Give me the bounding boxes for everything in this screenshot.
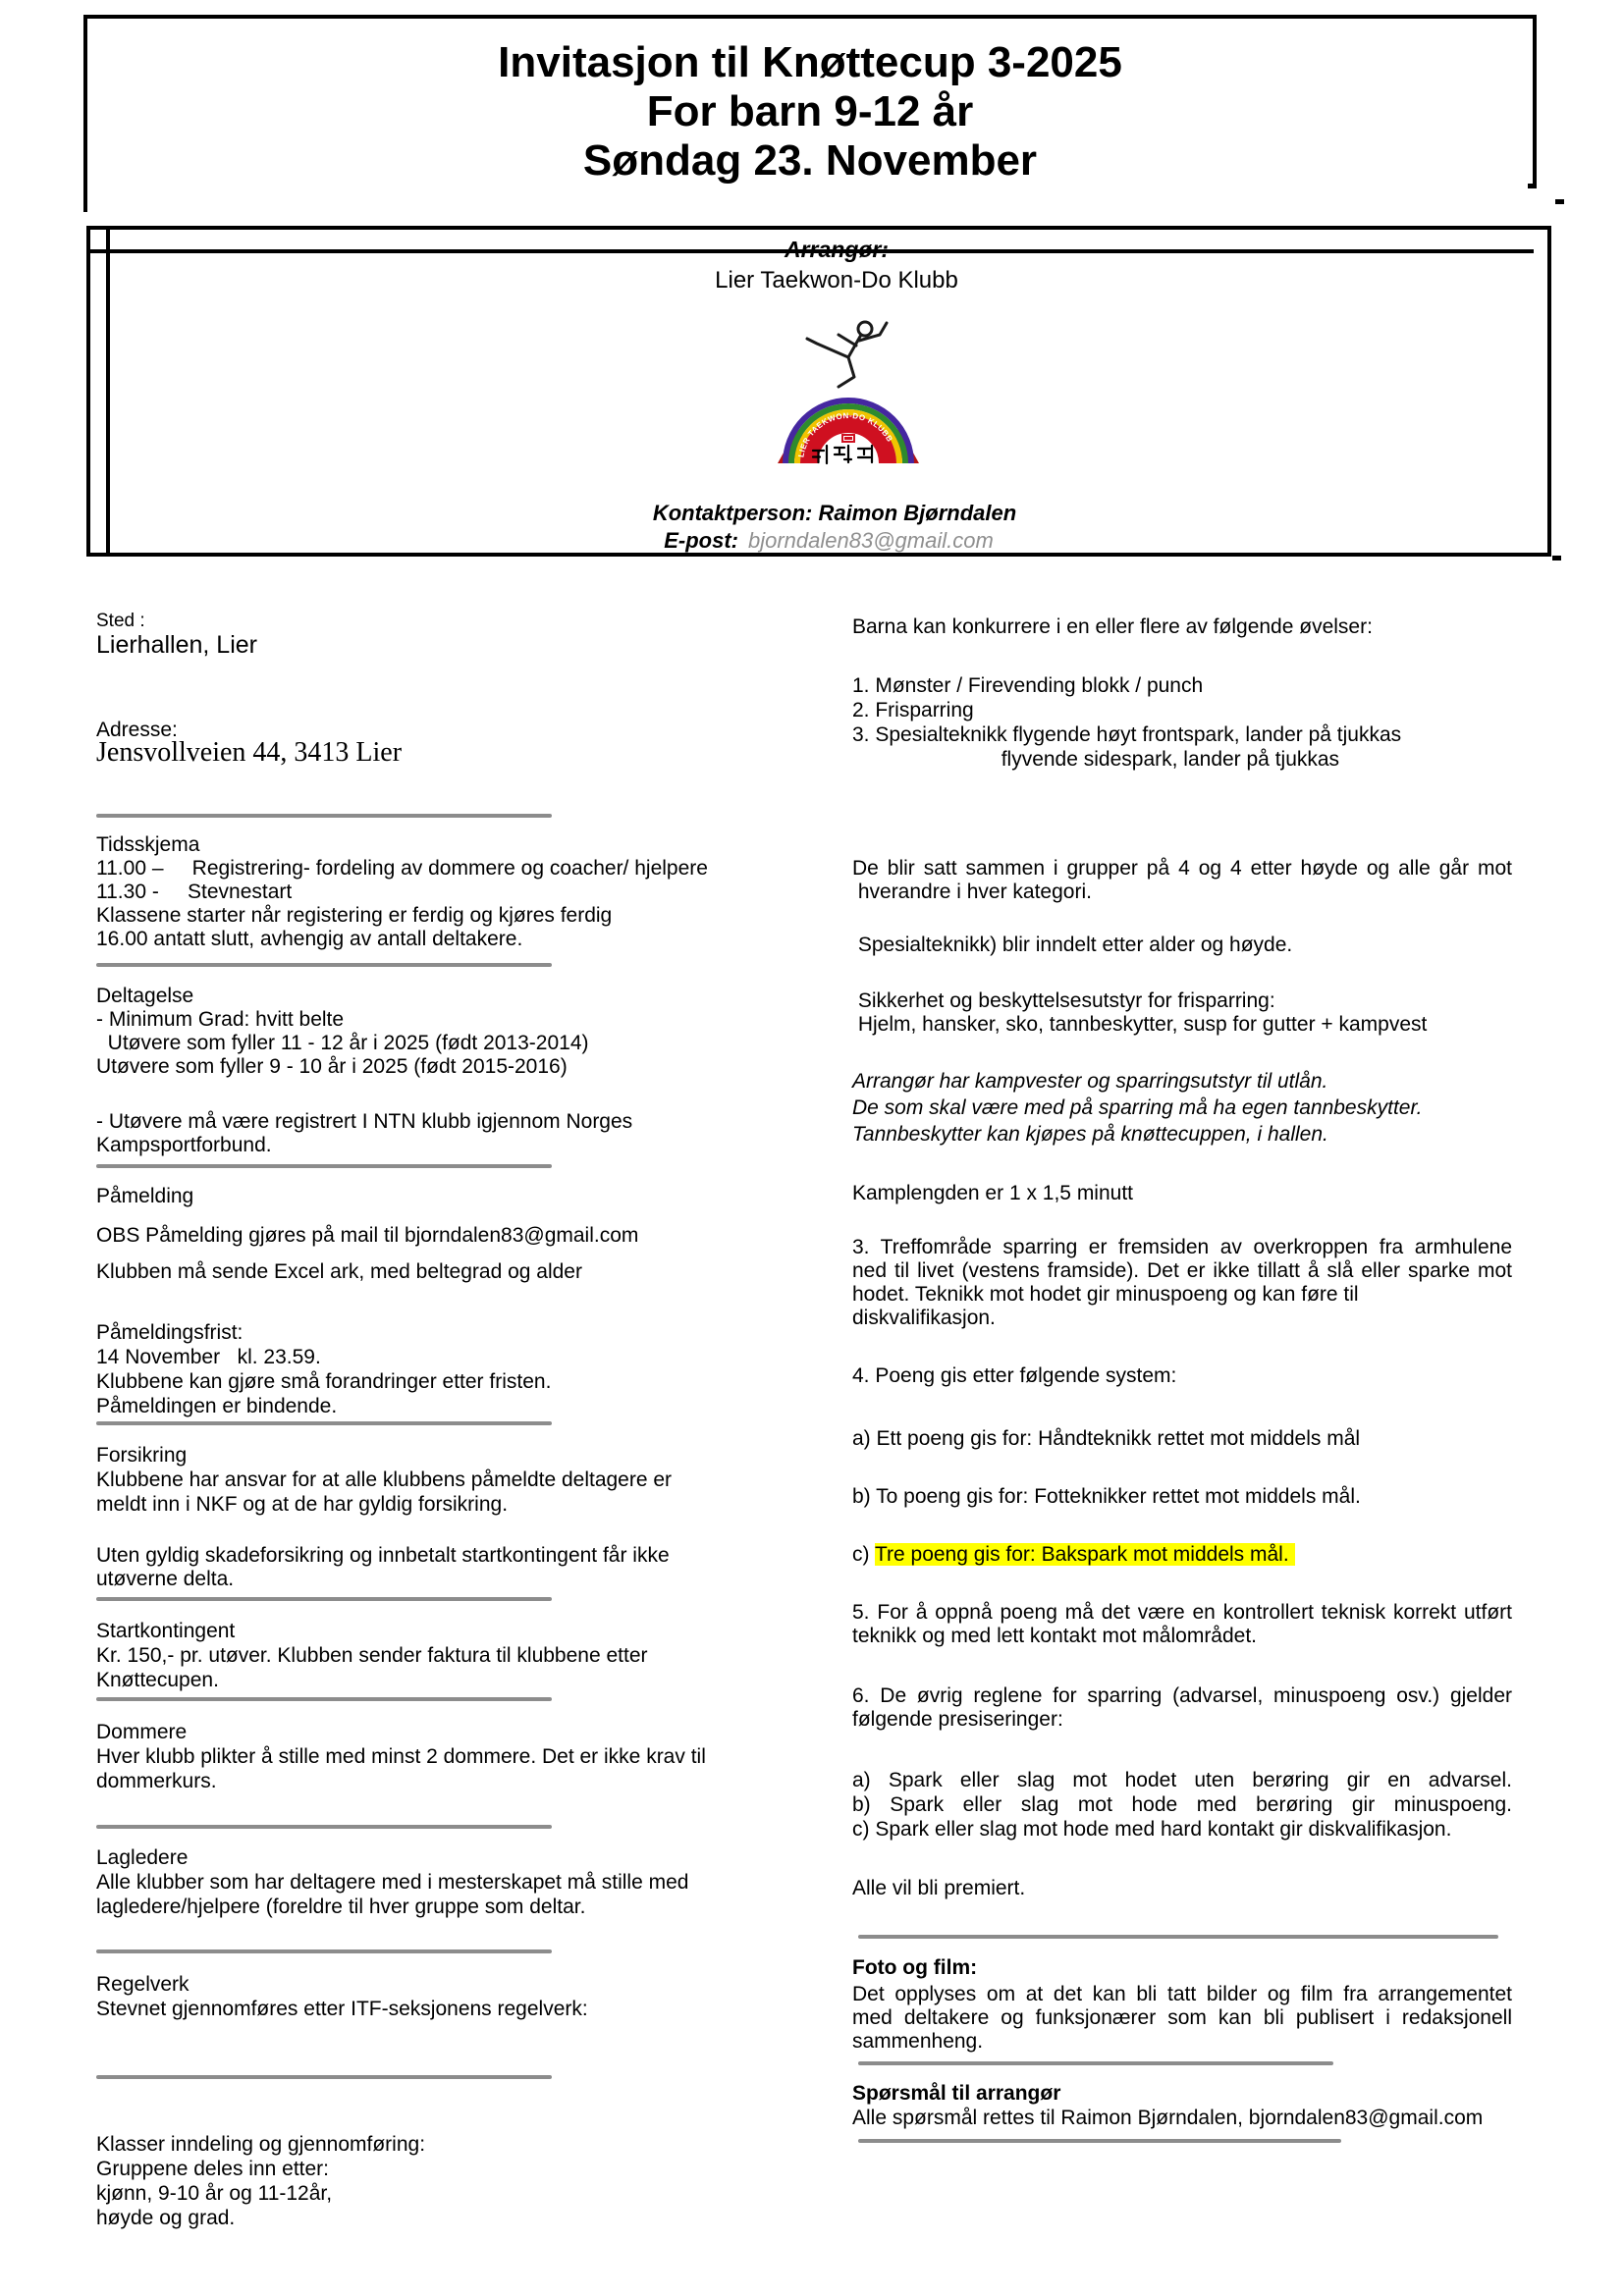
paragraph [852,857,1512,904]
paragraph [852,1876,1512,1900]
text-line: ned til livet (vestens framside). Det er ikke tillatt å slå eller sparke mot [852,1259,1512,1282]
paragraph [852,2081,1512,2106]
text-line: utøverne delta. [96,1568,235,1590]
text-line: teknikk og med lett kontakt mot målområdet. [852,1625,1258,1647]
text-line: - Minimum Grad: hvitt belte [96,1008,345,1031]
text-line [852,1542,1512,1567]
text-line: 11.30 - Stevnestart [96,881,293,903]
text-line: Spesialteknikk) blir inndelt etter alder og høyde. [852,934,1293,956]
document-title-line1: Invitasjon til Knøttecup 3-2025 [498,38,1122,86]
text-prefix: c) [852,1543,875,1566]
text-line: Klubbene har ansvar for at alle klubbens påmeldte deltagere er [96,1468,673,1491]
text-line: Lierhallen, Lier [96,631,257,659]
text-line: Startkontingent [96,1620,236,1642]
border-artifact [90,249,1534,253]
section-divider [858,2061,1333,2065]
text-line: med deltakere og funksjonærer som kan bli publisert i redaksjonell [852,2006,1512,2029]
document-title-line2: For barn 9-12 år [646,87,974,135]
text-line: 5. For å oppnå poeng må det være en kontrollert teknisk korrekt utført [852,1601,1512,1624]
text-line: sammenheng. [852,2030,984,2053]
text-line: Lagledere [96,1846,189,1869]
text-line: Knøttecupen. [96,1669,219,1691]
paragraph [852,673,1512,772]
text-line: kjønn, 9-10 år og 11-12år, [96,2182,333,2205]
organizer-club-name: Lier Taekwon-Do Klubb [715,267,958,294]
text-line: hodet. Teknikk mot hodet gir minuspoeng og kan føre til [852,1283,1359,1306]
section-divider [858,2139,1341,2143]
paragraph [852,989,1512,1037]
text-line: Kr. 150,- pr. utøver. Klubben sender faktura til klubbene etter [96,1644,648,1667]
text-line: Jensvollveien 44, 3413 Lier [96,737,403,768]
text-line: flyvende sidespark, lander på tjukkas [852,748,1340,771]
text-line: Påmelding [96,1185,194,1207]
text-line: Forsikring [96,1444,188,1467]
paragraph [852,1983,1512,2054]
text-line: Adresse: [96,719,178,741]
text-line: Arrangør har kampvester og sparringsutstyr til utlån. [852,1070,1328,1093]
text-line: Utøvere som fyller 9 - 10 år i 2025 (født 2015-2016) [96,1055,568,1078]
text-line: Stevnet gjennomføres etter ITF-seksjonens regelverk: [96,1998,588,2020]
text-line: Påmeldingen er bindende. [96,1395,338,1417]
text-line: Deltagelse [96,985,194,1007]
text-line: Alle klubber som har deltagere med i mesterskapet må stille med [96,1871,689,1894]
text-line: - Utøvere må være registrert I NTN klubb igjennom Norges [96,1110,633,1133]
text-line: OBS Påmelding gjøres på mail til bjorndalen83@gmail.com [96,1224,639,1247]
text-line: 3. Spesialteknikk flygende høyt frontspark, lander på tjukkas [852,723,1402,746]
text-line: c) Spark eller slag mot hode med hard kontakt gir diskvalifikasjon. [852,1818,1452,1841]
text-line: Påmeldingsfrist: [96,1321,244,1344]
text-line: følgende presiseringer: [852,1708,1063,1731]
text-line: diskvalifikasjon. [852,1307,996,1329]
text-line: 2. Frisparring [852,699,974,721]
contact-person: Kontaktperson: Raimon Bjørndalen [652,501,1017,525]
text-line: Gruppene deles inn etter: [96,2158,329,2180]
paragraph [852,1684,1512,1732]
paragraph [852,1484,1512,1509]
text-line: Kamplengden er 1 x 1,5 minutt [852,1182,1134,1204]
text-line: Barna kan konkurrere i en eller flere av følgende øvelser: [852,615,1373,638]
paragraph [852,1955,1512,1980]
text-line: Hver klubb plikter å stille med minst 2 dommere. Det er ikke krav til [96,1745,706,1768]
text-line: høyde og grad. [96,2207,236,2229]
highlighted-text: Tre poeng gis for: Bakspark mot middels mål. [874,1543,1295,1566]
text-line: Sted : [96,611,145,631]
text-line: Spørsmål til arrangør [852,2082,1061,2105]
paragraph [852,1363,1512,1388]
text-line: Sikkerhet og beskyttelsesutstyr for frisparring: [852,989,1275,1012]
paragraph [852,1768,1512,1842]
text-line: Klubben må sende Excel ark, med beltegrad og alder [96,1260,582,1283]
text-line: hverandre i hver kategori. [852,881,1092,903]
text-line: meldt inn i NKF og at de har gyldig forsikring. [96,1493,509,1516]
email-label: E-post: [664,528,738,553]
text-line: b) Spark eller slag mot hode med berøring gir minuspoeng. [852,1793,1512,1816]
email-address: bjorndalen83@gmail.com [747,528,994,553]
document-title-line3: Søndag 23. November [582,136,1038,185]
text-line: dommerkurs. [96,1770,217,1792]
text-line: Tannbeskytter kan kjøpes på knøttecuppen, i hallen. [852,1123,1328,1146]
text-line: Regelverk [96,1973,189,1996]
text-line: Alle spørsmål rettes til Raimon Bjørndalen, bjorndalen83@gmail.com [852,2107,1484,2129]
text-line: Klasser inndeling og gjennomføring: [96,2133,426,2156]
text-line: 4. Poeng gis etter følgende system: [852,1364,1177,1387]
paragraph [852,1068,1512,1148]
text-line: 16.00 antatt slutt, avhengig av antall deltakere. [96,928,523,950]
text-line: Utøvere som fyller 11 - 12 år i 2025 (født 2013-2014) [96,1032,589,1054]
paragraph [852,1542,1512,1567]
paragraph [852,1426,1512,1451]
text-line: Tidsskjema [96,833,200,856]
text-line: De blir satt sammen i grupper på 4 og 4 etter høyde og alle går mot [852,857,1512,880]
text-line: Det opplyses om at det kan bli tatt bilder og film fra arrangementet [852,1983,1512,2005]
text-line: Alle vil bli premiert. [852,1877,1026,1899]
paragraph [852,933,1512,957]
paragraph [852,2106,1512,2130]
text-line: 1. Mønster / Firevending blokk / punch [852,674,1204,697]
text-line: De som skal være med på sparring må ha egen tannbeskytter. [852,1096,1423,1119]
logo-banner-text: LIER TAEKWON-DO KLUBB [796,410,895,458]
text-line: Klubbene kan gjøre små forandringer etter fristen. [96,1370,552,1393]
text-line: Foto og film: [852,1956,978,1979]
text-line: 11.00 – Registrering- fordeling av dommere og coacher/ hjelpere [96,857,708,880]
text-line: 3. Treffområde sparring er fremsiden av overkroppen fra armhulene [852,1236,1512,1258]
text-line: Uten gyldig skadeforsikring og innbetalt startkontingent får ikke [96,1544,670,1567]
paragraph [852,1181,1512,1205]
text-line: Hjelm, hansker, sko, tannbeskytter, susp for gutter + kampvest [852,1013,1428,1036]
text-line: b) To poeng gis for: Fotteknikker rettet mot middels mål. [852,1485,1361,1508]
text-line: 14 November kl. 23.59. [96,1346,321,1368]
section-divider [858,1935,1498,1939]
paragraph [852,1601,1512,1648]
text-line: Dommere [96,1721,188,1743]
paragraph [852,1236,1512,1330]
text-line: lagledere/hjelpere (foreldre til hver gruppe som deltar. [96,1896,586,1918]
text-line: a) Spark eller slag mot hodet uten berøring gir en advarsel. [852,1769,1512,1791]
text-line: Klassene starter når registering er ferdig og kjøres ferdig [96,904,613,927]
text-line: 6. De øvrig reglene for sparring (advarsel, minuspoeng osv.) gjelder [852,1684,1512,1707]
paragraph [852,614,1512,639]
text-line: a) Ett poeng gis for: Håndteknikk rettet mot middels mål [852,1427,1361,1450]
text-line: Kampsportforbund. [96,1134,272,1156]
